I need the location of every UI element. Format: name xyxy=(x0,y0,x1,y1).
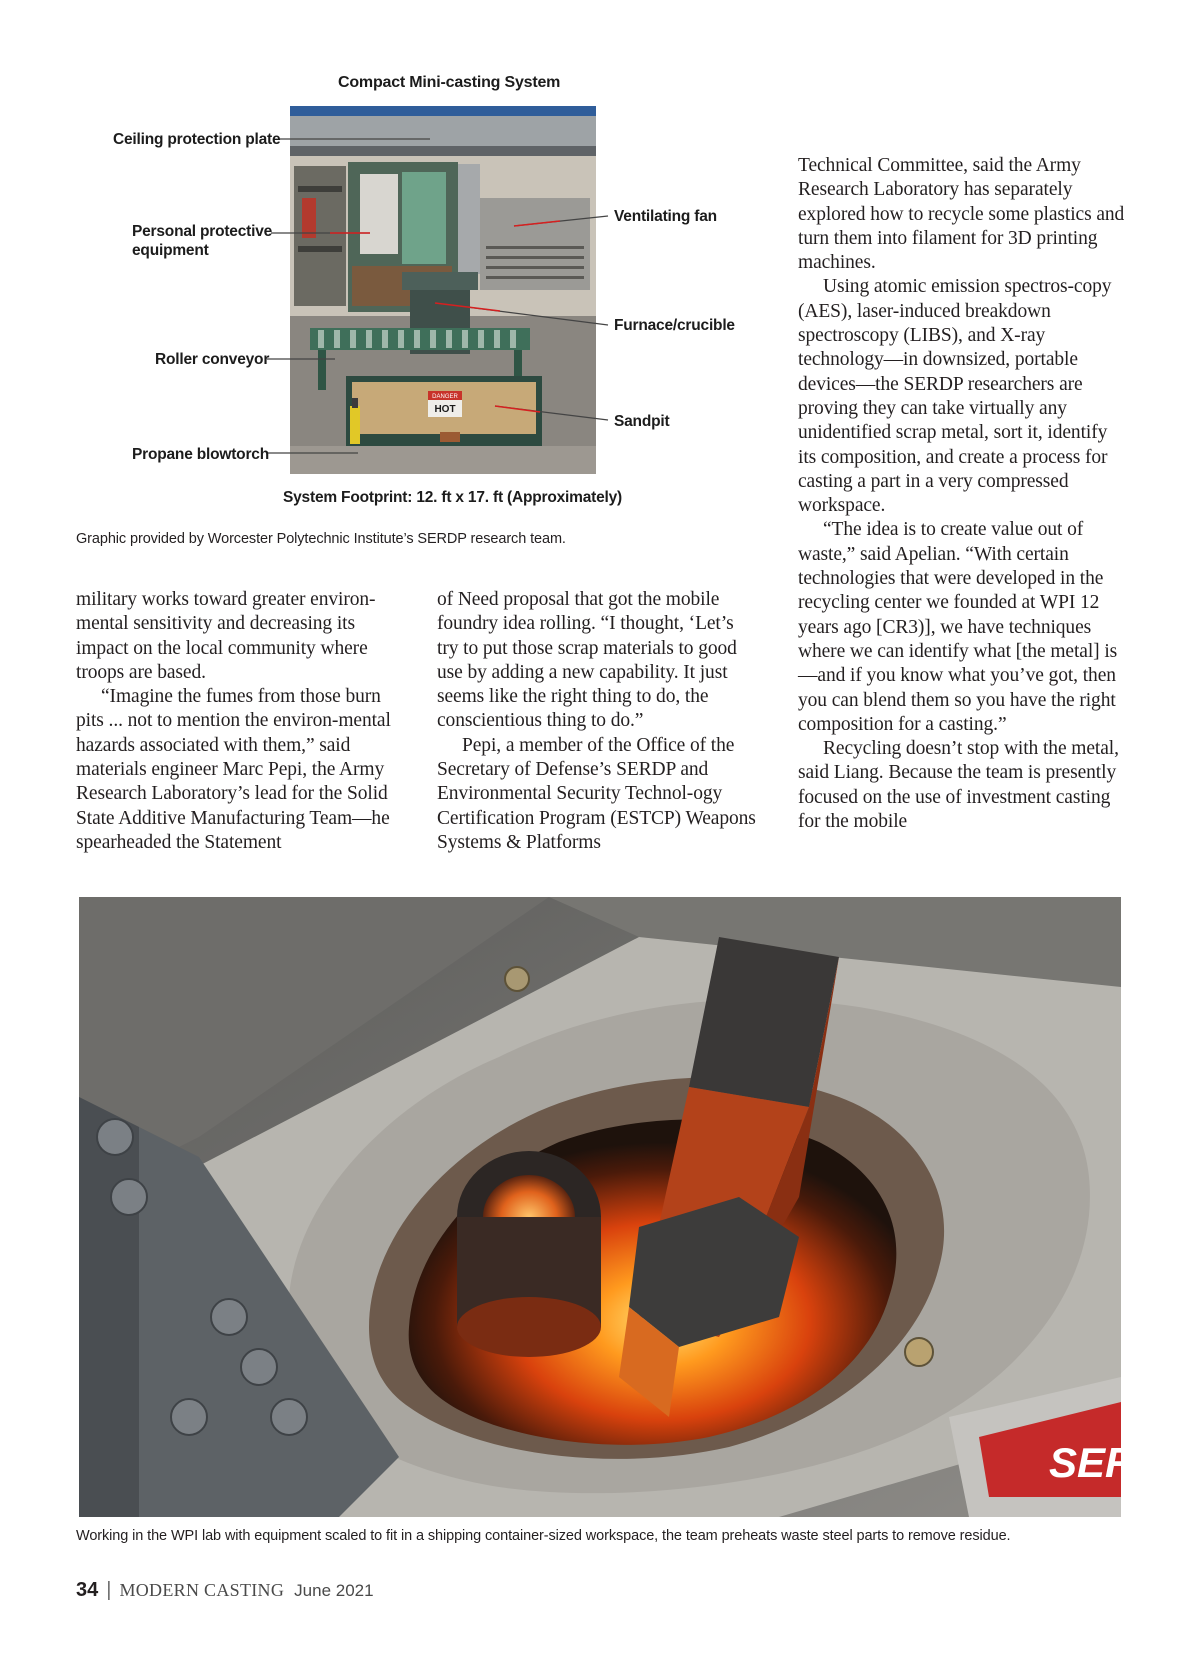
paragraph: “Imagine the fumes from those burn pits ... not to mention the environ-mental hazards associated with them,” said materials engineer Marc Pepi, the Army Research Laboratory’s lead for the Solid State Additive Manufacturing Team—he spearheaded the Statement xyxy=(76,686,391,853)
paragraph: “The idea is to create value out of waste,” said Apelian. “With certain technologies that were developed in the recycling center we founded at WPI 12 years ago [CR3)], we have techniques where we can identify what [the metal] is—and if you know what you’ve got, then you can blend them so you have the right composition for a casting.” xyxy=(798,519,1118,735)
paragraph: Recycling doesn’t stop with the metal, said Liang. Because the team is presently focused on the use of investment casting for the mobile xyxy=(798,738,1119,833)
paragraph: Pepi, a member of the Office of the Secretary of Defense’s SERDP and Environmental Security Technol-ogy Certification Program (ESTCP) Weapons Systems & Platforms xyxy=(437,734,756,853)
paragraph: of Need proposal that got the mobile foundry idea rolling. “I thought, ‘Let’s try to put those scrap materials to good use by adding a new capability. It just seems like the right thing to do, the conscientious thing to do.” xyxy=(437,589,737,732)
page-footer xyxy=(76,1579,374,1609)
paragraph: military works toward greater environ-mental sensitivity and decreasing its impact on the local community where troops are based. xyxy=(76,589,376,683)
machine-text: SER xyxy=(1049,1439,1136,1486)
publication-name: MODERN CASTING xyxy=(119,1580,285,1600)
diagram-title: Compact Mini-casting System xyxy=(338,74,561,91)
article-column-1 xyxy=(76,588,396,855)
label-ppe: Personal protective equipment xyxy=(132,223,273,259)
article-column-2 xyxy=(437,588,757,855)
diagram-footprint: System Footprint: 12. ft x 17. ft (Approximately) xyxy=(283,489,623,506)
issue-date: June 2021 xyxy=(294,1580,374,1600)
diagram-credit: Graphic provided by Worcester Polytechnic Institute’s SERDP research team. xyxy=(76,531,566,547)
paragraph: Technical Committee, said the Army Research Laboratory has separately explored how to recycle some plastics and turn them into filament for 3D printing machines. xyxy=(798,155,1125,274)
danger-sign-bottom: HOT xyxy=(434,404,456,415)
label-ceiling: Ceiling protection plate xyxy=(113,131,281,148)
label-propane: Propane blowtorch xyxy=(132,446,269,463)
label-furnace: Furnace/crucible xyxy=(614,317,735,334)
danger-sign-top: DANGER xyxy=(432,394,458,400)
footer-separator: | xyxy=(106,1579,112,1601)
page-number: 34 xyxy=(76,1579,99,1601)
label-sandpit: Sandpit xyxy=(614,413,670,430)
crucible-photo xyxy=(79,897,1136,1517)
photo-caption: Working in the WPI lab with equipment scaled to fit in a shipping container-sized workspace, the team preheats waste steel parts to remove residue. xyxy=(76,1528,1011,1544)
label-fan: Ventilating fan xyxy=(614,208,717,225)
paragraph: Using atomic emission spectros-copy (AES), laser-induced breakdown spectroscopy (LIBS), and X-ray technology—in downsized, portable devices—the SERDP researchers are proving they can take virtually any unidentified scrap metal, sort it, identify its composition, and create a process for casting a part in a very compressed workspace. xyxy=(798,276,1112,517)
article-column-3 xyxy=(798,154,1128,834)
label-roller: Roller conveyor xyxy=(155,351,270,368)
